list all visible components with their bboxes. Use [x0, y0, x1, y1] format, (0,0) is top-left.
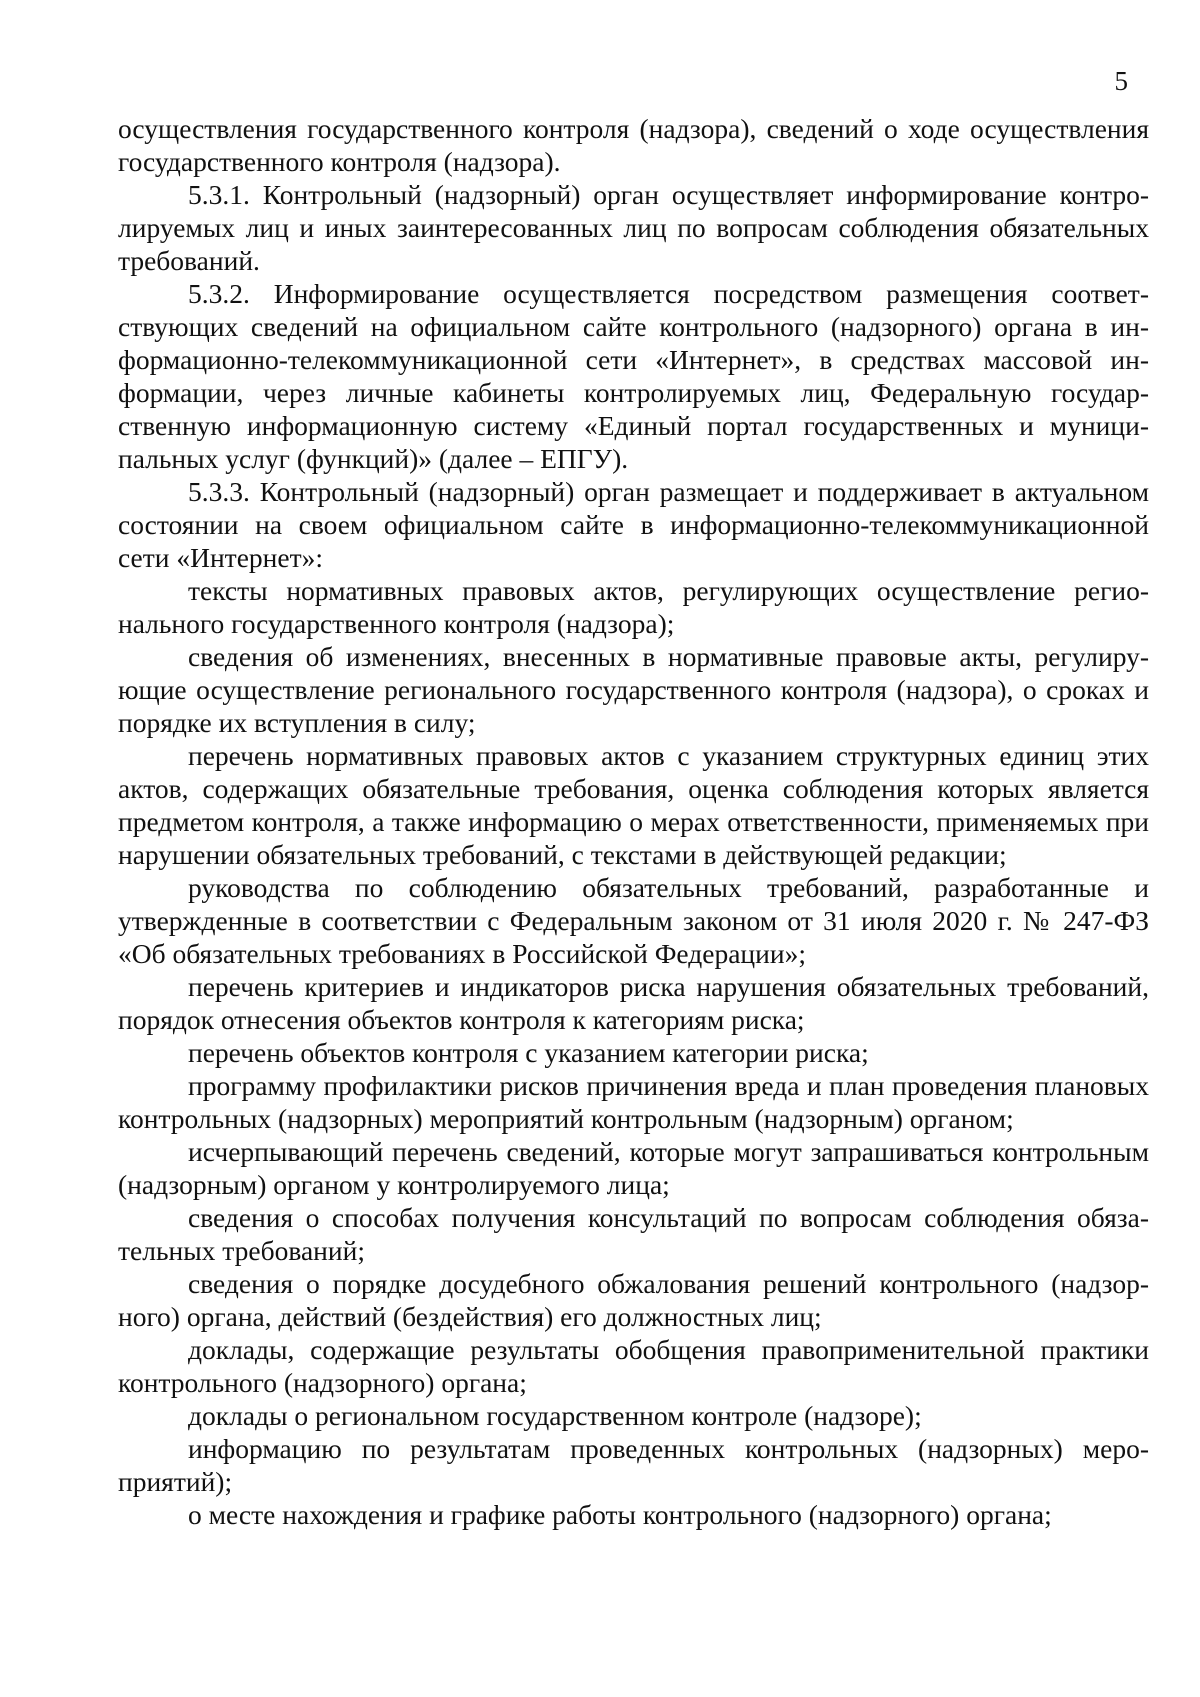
list-item: перечень нормативных правовых актов с указанием структурных единиц этих актов, содержащих обязательные требования, оценка соблюдения которых является предметом контроля, а также информацию о мерах ответственности, применяемых при нарушении обязательных требований, с текстами в действующей редакции; [118, 740, 1149, 870]
paragraph: осуществления государственного контроля (надзора), сведений о ходе осуществления государственного контроля (надзора). [118, 113, 1149, 177]
list-item: сведения о способах получения консультаций по вопросам соблюдения обязательных требований; [118, 1202, 1149, 1266]
list-item: программу профилактики рисков причинения вреда и план проведения плановых контрольных (надзорных) мероприятий контрольным (надзорным) органом; [118, 1070, 1149, 1134]
list-item: перечень объектов контроля с указанием категории риска; [188, 1037, 869, 1068]
list-item: перечень критериев и индикаторов риска нарушения обязательных требований, порядок отнесения объектов контроля к категориям риска; [118, 971, 1149, 1035]
list-item: о месте нахождения и графике работы контрольного (надзорного) органа; [188, 1499, 1052, 1530]
list-item: тексты нормативных правовых актов, регулирующих осуществление регионального государственного контроля (надзора); [118, 575, 1149, 639]
list-item: доклады, содержащие результаты обобщения правоприменительной практики контрольного (надзорного) органа; [118, 1334, 1149, 1398]
document-body [118, 112, 1149, 1531]
paragraph: 5.3.1. Контрольный (надзорный) орган осуществляет информирование контролируемых лиц и иных заинтересованных лиц по вопросам соблюдения обязательных требований. [118, 179, 1149, 276]
list-item: сведения о порядке досудебного обжалования решений контрольного (надзорного) органа, действий (бездействия) его должностных лиц; [118, 1268, 1149, 1332]
list-item: исчерпывающий перечень сведений, которые могут запрашиваться контрольным (надзорным) органом у контролируемого лица; [118, 1136, 1149, 1200]
list-item: сведения об изменениях, внесенных в нормативные правовые акты, регулирующие осуществление регионального государственного контроля (надзора), о сроках и порядке их вступления в силу; [118, 641, 1149, 738]
list-item: руководства по соблюдению обязательных требований, разработанные и утвержденные в соответствии с Федеральным законом от 31 июля 2020 г. № 247-ФЗ «Об обязательных требованиях в Российской Федерации»; [118, 872, 1149, 969]
paragraph: 5.3.2. Информирование осуществляется посредством размещения соответствующих сведений на официальном сайте контрольного (надзорного) органа в информационно-телекоммуникационной сети «Интернет», в средствах массовой информации, через личные кабинеты контролируемых лиц, Федеральную государственную информационную систему «Единый портал государственных и муниципальных услуг (функций)» (далее – ЕПГУ). [118, 278, 1149, 474]
paragraph: 5.3.3. Контрольный (надзорный) орган размещает и поддерживает в актуальном состоянии на своем официальном сайте в информационно-телекоммуникационной сети «Интернет»: [118, 476, 1149, 573]
list-item: информацию по результатам проведенных контрольных (надзорных) мероприятий); [118, 1433, 1149, 1497]
list-item: доклады о региональном государственном контроле (надзоре); [188, 1400, 922, 1431]
page-number: 5 [1114, 66, 1128, 96]
